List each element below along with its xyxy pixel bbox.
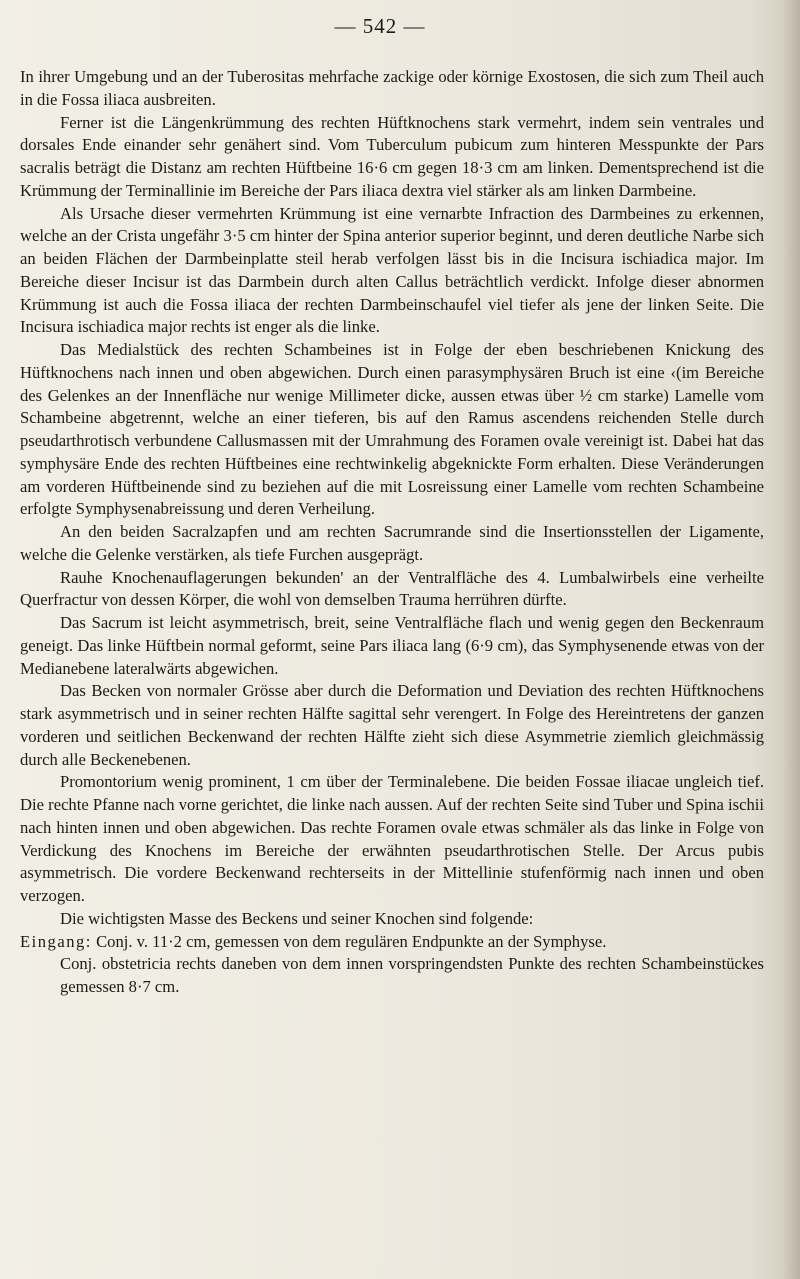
paragraph-measures-intro: Die wichtigsten Masse des Beckens und seiner Knochen sind folgende: [60, 908, 534, 928]
paragraph-promontorium: Promontorium wenig prominent, 1 cm über der Terminalebene. Die beiden Fossae iliacae ungleich tief. Die rechte Pfanne nach vorne gerichtet, die linke nach aussen. Auf der rechten Seite sind Tuber und Spina ischii nach hinten innen und oben abgewichen. Das rechte Foramen ovale etwas schmäler als das linke in Folge von Verdickung des Knochens im Bereiche der erwähnten pseudarthrotischen Stelle. Der Arcus pubis asymmetrisch. Die vordere Beckenwand rechterseits in der Mittellinie stufenförmig nach innen und oben verzogen. [20, 772, 764, 905]
page-edge-shadow [782, 0, 800, 1279]
measure-conj-vera: Conj. v. 11·2 cm, gemessen von dem regulären Endpunkte an der Symphyse. [96, 931, 607, 951]
paragraph-lumbar: Rauhe Knochenauflagerungen bekunden' an der Ventralfläche des 4. Lumbalwirbels eine verheilte Querfractur von dessen Körper, die wohl von demselben Trauma herrühren dürfte. [20, 567, 764, 610]
paragraph-exostoses: In ihrer Umgebung und an der Tuberositas mehrfache zackige oder körnige Exostosen, die sich zum Theil auch in die Fossa iliaca ausbreiten. [20, 67, 764, 109]
paragraph-pubis: Das Medialstück des rechten Schambeines ist in Folge der eben beschriebenen Knickung des Hüftknochens nach innen und oben abgewichen. Durch einen parasymphysären Bruch ist eine ‹(im Bereiche des Gelenkes an der Innenfläche nur wenige Millimeter dicke, aussen etwas über ½ cm starke) Lamelle vom Schambeine abgetrennt, welche an einer tieferen, bis auf den Ramus ascendens reichenden Stelle durch pseudarthrotisch verbundene Callusmassen mit der Umrahmung des Foramen ovale vereinigt ist. Dabei hat das symphysäre Ende des rechten Hüftbeines eine rechtwinkelig abgeknickte Form erhalten. Diese Veränderungen am vorderen Hüftbeinende sind zu beziehen auf die mit Losreissung einer Lamelle vom rechten Schambeine erfolgte Symphysenabreissung und deren Verheilung. [20, 340, 764, 519]
paragraph-curvature: Ferner ist die Längenkrümmung des rechten Hüftknochens stark vermehrt, indem sein ventrales und dorsales Ende einander sehr genähert sind. Vom Tuberculum pubicum zum hinteren Messpunkte der Pars sacralis beträgt die Distanz am rechten Hüftbeine 16·6 cm gegen 18·3 cm am linken. Dementsprechend ist die Krümmung der Terminallinie im Bereiche der Pars iliaca dextra viel stärker als am linken Darmbeine. [20, 112, 764, 200]
measure-lead: Eingang: [20, 931, 92, 951]
body-text [20, 66, 764, 999]
paragraph-infraction: Als Ursache dieser vermehrten Krümmung ist eine vernarbte Infraction des Darmbeines zu erkennen, welche an der Crista ungefähr 3·5 cm hinter der Spina anterior superior beginnt, und deren deutliche Narbe sich an beiden Flächen der Darmbeinplatte steil herab verfolgen lässt bis in die Incisura ischiadica major. Im Bereiche dieser Incisur ist das Darmbein durch alten Callus beträchtlich verdickt. Infolge dieser abnormen Krümmung ist auch die Fossa iliaca der rechten Darmbeinschaufel viel tiefer als jene der linken Seite. Die Incisura ischiadica major rechts ist enger als die linke. [20, 203, 764, 337]
page-number: — 542 — [334, 14, 426, 38]
paragraph-ligaments: An den beiden Sacralzapfen und am rechten Sacrumrande sind die Insertionsstellen der Ligamente, welche die Gelenke verstärken, als tiefe Furchen ausgeprägt. [20, 522, 764, 564]
measure-line-conjugata-obstetricia: Conj. obstetricia rechts daneben von dem innen vorspringendsten Punkte des rechten Schambeinstückes gemessen 8·7 cm. [60, 954, 764, 996]
paragraph-sacrum: Das Sacrum ist leicht asymmetrisch, breit, seine Ventralfläche flach und wenig gegen den Beckenraum geneigt. Das linke Hüftbein normal geformt, seine Pars iliaca lang (6·9 cm), das Symphysenende etwas von der Medianebene lateralwärts abgewichen. [20, 613, 764, 678]
measure-line-conjugata-vera [20, 931, 764, 954]
paragraph-pelvis: Das Becken von normaler Grösse aber durch die Deformation und Deviation des rechten Hüftknochens stark asymmetrisch und in seiner rechten Hälfte sagittal sehr verengert. In Folge des Hereintretens der ganzen vorderen und seitlichen Beckenwand der rechten Hälfte zieht sich diese Asymmetrie ziemlich gleichmässig durch alle Beckenebenen. [20, 681, 764, 769]
